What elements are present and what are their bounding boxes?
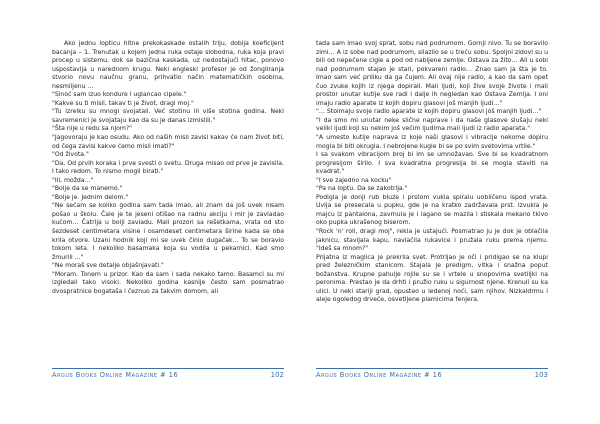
paragraph: "Tu izrelku su mnogi svojatali. Već stotinu ili više stotina godina. Neki savremenici je svojataju kao da su je danas izmislili." bbox=[52, 108, 284, 124]
paragraph: "Ne sećam se koliko godina sam tada imao, ali znam da još uvek nisam pošao u školu. Čale je te jeseni otišao na radnu akciju i mir je zavladao kućom… Čatrlja u bolji zavladu. Mali prozori sa rešetkama, vrata od sto šezdeset centimetara visine i osamdeset centimetara širine kada se oba krila otvore. Uzani hodnik koji mi se uvek činio dugačak... To se boravio tokom leta. I nekoliko basamaka koja su vodila u pekarnici. Kad smo žmurili ..." bbox=[52, 202, 284, 261]
page-number: 103 bbox=[534, 371, 548, 379]
footer-magazine-title: Argus Books Online Magazine # 16 bbox=[316, 371, 443, 379]
paragraph: "Bolje je. Jednim delom." bbox=[52, 193, 129, 201]
paragraph: I sa svakom vibracijom broj bi im se umnožavao. Sve bi se kvadratnom progresijom širilo. I sva kvadratna progresija bi se mogla staviti na kvadrat." bbox=[316, 151, 548, 176]
paragraph: "I sve zajedno na kocku" bbox=[316, 176, 392, 184]
paragraph: "Da. Od prvih koraka i prve svesti o svetu. Druga misao od prve je zavisila. I tako redom. To nismo mogli birati." bbox=[52, 159, 284, 176]
paragraph: Prijatna iz maglica je prekrila svet. Protrljao je oči i pridigao se na klupi pred železničkim stanicom. Stajala je predigm, vitka i snažna poput božanstva. Krupne pahulje rojile su se i vrtele u snopovima svetiljki na peronima. Prestao je da drhti i pružio ruku u sigurnost njene. Krenuli su ka ulici. U neki stariji grad, opusteo u ledenoj noći, sam njihov. Nizkaldrmu i aleje ogoledog drveće, osvetljene plamicima fenjera. bbox=[316, 253, 548, 304]
paragraph: "Moram. Tonem u prizor. Kao da sam i sada nekako tamo. Basamci su mi izgledali tako visoki. Nekoliko godina kasnije često sam posmatrao dvospratnice bogataša i čeznuo za takvim domom, ali bbox=[52, 270, 284, 295]
left-page-text-column bbox=[52, 40, 284, 364]
paragraph: "Jagovoraju je kao osudu. Ako od naših misli zavisi kakav će nam život biti, od čega zavisi kakve ćemo misli imati?" bbox=[52, 134, 284, 150]
paragraph: tada sam imao svoj sprat, sobu nad podrumom. Gornji nivo. Tu se boravilo zimi… A iz sobe nad podrumom, silazilo se u treću sobu. Spoljni zidovi su u bili od nepečene cigle a pod od nabijene zemlje. Ostava za žito… Ali u sobi nad podrumom stajao je stari, pokvareni radio… Znao sam ja šta je to. Imao sam već priliku da ga čujem. Ali ovaj nije radio, a kao da sam opet čuo zvuke kojih iz njega dopirali. Mali ljudi, koji žive svoje živote i mali prostor unutar kutije sve radi i dalje ih negledan kao Ostava Zemlja. I oni imaju radio aparate iz kojih dopiru glasovi još manjih ljudi…" bbox=[316, 40, 548, 107]
paragraph: Ako jednu lopticu hitne prekokaskade ostalih triju, dobija koeficijent bacanja – 1. Trenutak u kojem jedna ruka ostaje slobodna, ruka koja pravi procep u sistemu, dok se bazična kaskada, uz nedostajući hitac, ponovo uspostavlja u narednom krugu. Neki engleski profesor je od žongliranja stvorio novu naučnu granu, prihvatio način matematičkih osobina, nesmiljenu ... bbox=[52, 40, 284, 90]
paragraph: "Bolje da se manemo." bbox=[52, 185, 123, 193]
footer-rule bbox=[52, 368, 284, 369]
paragraph: "A umesto kutije naprava iz koje naši glasovi i vibracije nekome dopiru mogla bi biti okrugla. I nebrojene kugle bi se po svim svetovima vrtile." bbox=[316, 134, 548, 150]
right-page bbox=[300, 0, 600, 424]
page-number: 102 bbox=[270, 371, 284, 379]
paragraph: "Od života." bbox=[52, 151, 89, 159]
paragraph: "Šta nije u redu sa njom?" bbox=[52, 125, 132, 133]
right-page-text-column bbox=[316, 40, 548, 364]
footer-magazine-title: Argus Books Online Magazine # 16 bbox=[52, 371, 179, 379]
paragraph: Podigla je donji rub bluze i prstom vukla spiralu uobličenu ispod vrata. Uvija se presecala u pupku, gde je na kratko zadržavala prst. Izvukla je majcu iz pantalona, zavrnula je i lagano se mazila i stiskala mekano tkivo oko pupka ukrašenog biserom. bbox=[316, 193, 548, 227]
paragraph: "Ne moraš sve detalje objašnjavati." bbox=[52, 262, 164, 270]
paragraph: "Sinoć sam izuo kondure i uglancao cipele." bbox=[52, 91, 187, 99]
paragraph: "I da smo mi unutar neke slične naprave i da naše glasove slušaju neki veliki ljudi koji su nekim još većim ljudima mali ljudi iz radio aparata." bbox=[316, 116, 548, 133]
paragraph: "Kakve su ti misli, takav ti je život, dragi moj." bbox=[52, 99, 194, 107]
paragraph: "Rock 'n' roll, dragi moj", rekla je ustajući. Posmatrao ju je dok je oblačila jaknicu, stavljala kapu, navlačila rukavice i pružala ruku prema njemu. "Ideš sa mnom?" bbox=[316, 228, 548, 253]
paragraph: "… Stoimaju svoje radio aparate iz kojih dopiru glasovi još manjih ljudi…" bbox=[316, 108, 542, 116]
paragraph: "Pa na loptu. Da se zakotrlja." bbox=[316, 185, 408, 193]
paragraph: "Ili, možda…" bbox=[52, 176, 94, 184]
footer-rule bbox=[316, 368, 548, 369]
